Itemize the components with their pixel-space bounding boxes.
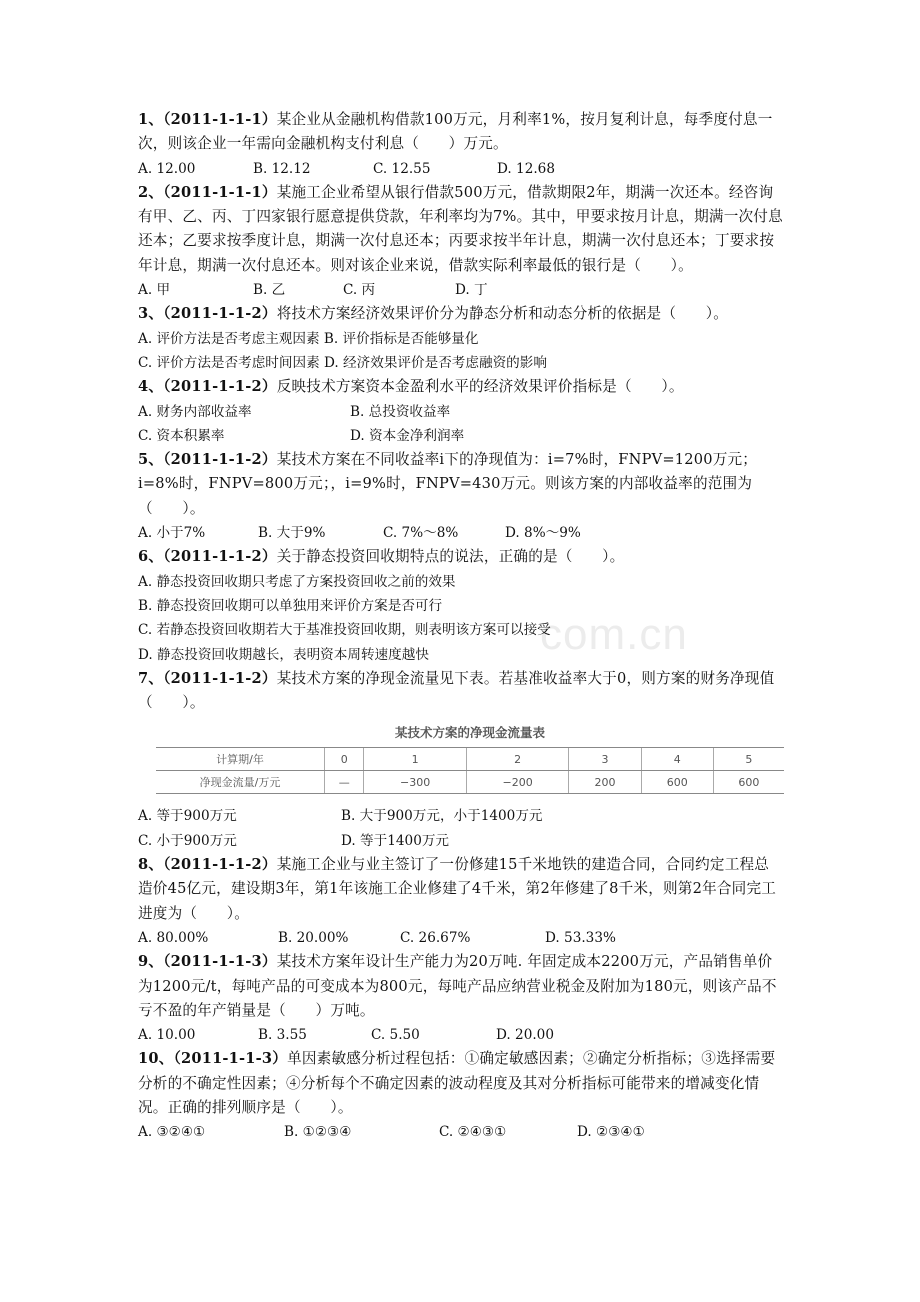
options-row xyxy=(138,157,783,181)
option-d[interactable]: D. 12.68 xyxy=(497,160,555,177)
option-c[interactable]: C. 7%～8% xyxy=(383,525,459,542)
question-4 xyxy=(138,375,783,399)
question-text: 单因素敏感分析过程包括：①确定敏感因素；②确定分析指标；③选择需要分析的不确定性因素；④分析每个不确定因素的波动程度及其对分析指标可能带来的增减变化情况。正确的排列顺序是（ ）。 xyxy=(138,1050,776,1116)
question-number: 10、 xyxy=(138,1050,174,1068)
options-row xyxy=(138,278,783,302)
table-cell: 600 xyxy=(641,771,713,794)
option-d[interactable]: D. ②③④① xyxy=(577,1124,645,1141)
question-code: （2011-1-1-1） xyxy=(163,183,277,201)
option-b[interactable]: B. 大于9% xyxy=(258,525,326,542)
question-text: 某施工企业希望从银行借款500万元，借款期限2年，期满一次还本。经咨询有甲、乙、丙、丁四家银行愿意提供贷款，年利率均为7%。其中，甲要求按月计息，期满一次付息还本；乙要求按季度计息，期满一次付息还本；丙要求按半年计息，期满一次付息还本；丁要求按年计息，期满一次付息还本。则对该企业来说，借款实际利率最低的银行是（ ）。 xyxy=(138,183,783,274)
question-2 xyxy=(138,181,783,278)
cash-flow-table xyxy=(156,747,784,794)
option-c[interactable]: C. 若静态投资回收期若大于基准投资回收期，则表明该方案可以接受 xyxy=(138,622,551,639)
question-code: （2011-1-1-2） xyxy=(163,378,277,396)
option-c[interactable]: C. ②④③① xyxy=(439,1124,507,1141)
table-cell: 5 xyxy=(713,748,784,771)
option-d[interactable]: D. 丁 xyxy=(455,282,488,299)
question-number: 4、 xyxy=(138,378,164,396)
options-row xyxy=(138,351,783,375)
question-5 xyxy=(138,448,783,521)
options-row xyxy=(138,804,783,828)
table-row xyxy=(156,771,784,794)
question-list xyxy=(138,108,783,1145)
options-row xyxy=(138,1120,783,1144)
option-d[interactable]: D. 资本金净利润率 xyxy=(350,427,465,444)
option-a[interactable]: A. 80.00% xyxy=(138,929,209,946)
question-code: （2011-1-1-2） xyxy=(163,669,277,687)
option-a[interactable]: A. 财务内部收益率 xyxy=(138,403,252,420)
option-d[interactable]: D. 8%～9% xyxy=(505,525,581,542)
option-b[interactable]: B. 大于900万元，小于1400万元 xyxy=(341,808,543,825)
option-a[interactable]: A. 12.00 xyxy=(138,160,196,177)
question-code: （2011-1-1-1） xyxy=(163,111,277,128)
option-a[interactable]: A. 甲 xyxy=(138,282,171,299)
options-row xyxy=(138,618,783,642)
options-row xyxy=(138,400,783,424)
question-code: （2011-1-1-2） xyxy=(163,548,277,566)
options-row xyxy=(138,643,783,667)
question-text: 某施工企业与业主签订了一份修建15千米地铁的建造合同，合同约定工程总造价45亿元，建设期3年，第1年该施工企业修建了4千米，第2年修建了8千米，则第2年合同完工进度为（ ）。 xyxy=(138,856,777,922)
option-b[interactable]: B. ①②③④ xyxy=(284,1124,352,1141)
option-c[interactable]: C. 丙 xyxy=(343,282,376,299)
options-row xyxy=(138,594,783,618)
options-row xyxy=(138,424,783,448)
question-code: （2011-1-1-2） xyxy=(163,305,277,323)
options-row xyxy=(138,327,783,351)
cash-flow-table-block xyxy=(156,723,784,794)
options-row xyxy=(138,829,783,853)
options-row xyxy=(138,570,783,594)
option-b[interactable]: B. 静态投资回收期可以单独用来评价方案是否可行 xyxy=(138,597,443,614)
question-number: 1、 xyxy=(138,111,164,128)
question-text: 关于静态投资回收期特点的说法，正确的是（ ）。 xyxy=(276,548,625,566)
option-a[interactable]: A. ③②④① xyxy=(138,1124,206,1141)
option-c[interactable]: C. 26.67% xyxy=(400,929,471,946)
question-6 xyxy=(138,545,783,569)
table-title: 某技术方案的净现金流量表 xyxy=(394,725,545,741)
table-cell: 1 xyxy=(364,748,467,771)
options-row xyxy=(138,1023,783,1047)
question-10 xyxy=(138,1047,783,1120)
question-7 xyxy=(138,667,783,716)
question-9 xyxy=(138,950,783,1023)
option-c[interactable]: C. 小于900万元 xyxy=(138,832,237,849)
table-row xyxy=(156,748,784,771)
question-number: 8、 xyxy=(138,856,164,874)
option-d[interactable]: D. 53.33% xyxy=(545,929,616,946)
question-number: 6、 xyxy=(138,548,164,566)
option-d[interactable]: D. 静态投资回收期越长，表明资本周转速度越快 xyxy=(138,646,429,663)
table-cell: 3 xyxy=(569,748,641,771)
question-text: 某技术方案在不同收益率i下的净现值为：i=7%时，FNPV=1200万元；i=8%时，FNPV=800万元；，i=9%时，FNPV=430万元。则该方案的内部收益率的范围为（ ）。 xyxy=(138,451,758,517)
option-c[interactable]: C. 资本积累率 xyxy=(138,427,225,444)
option-a-b[interactable]: A. 评价方法是否考虑主观因素 B. 评价指标是否能够量化 xyxy=(138,330,479,347)
question-number: 3、 xyxy=(138,305,164,323)
question-code: （2011-1-1-3） xyxy=(173,1050,288,1068)
table-cell: −200 xyxy=(466,771,569,794)
question-text: 将技术方案经济效果评价分为静态分析和动态分析的依据是（ ）。 xyxy=(276,305,729,323)
table-cell: 净现金流量/万元 xyxy=(156,771,325,794)
question-number: 2、 xyxy=(138,183,164,201)
option-b[interactable]: B. 总投资收益率 xyxy=(350,403,451,420)
question-1 xyxy=(138,108,783,157)
question-code: （2011-1-1-2） xyxy=(163,856,277,874)
watermark: com.cn xyxy=(540,610,688,659)
option-b[interactable]: B. 12.12 xyxy=(253,160,311,177)
option-b[interactable]: B. 乙 xyxy=(253,282,286,299)
option-b[interactable]: B. 3.55 xyxy=(258,1027,307,1044)
options-row xyxy=(138,521,783,545)
question-text: 某技术方案年设计生产能力为20万吨. 年固定成本2200万元，产品销售单价为1200元/t，每吨产品的可变成本为800元，每吨产品应纳营业税金及附加为180元，则该产品不亏不盈的年产销量是（ ）万吨。 xyxy=(138,953,777,1019)
question-text: 反映技术方案资本金盈利水平的经济效果评价指标是（ ）。 xyxy=(276,378,684,396)
table-cell: 2 xyxy=(466,748,569,771)
table-cell: 4 xyxy=(641,748,713,771)
option-a[interactable]: A. 等于900万元 xyxy=(138,808,237,825)
option-d[interactable]: D. 20.00 xyxy=(496,1027,554,1044)
option-a[interactable]: A. 10.00 xyxy=(138,1027,196,1044)
table-cell: — xyxy=(325,771,364,794)
question-number: 5、 xyxy=(138,451,164,469)
option-d[interactable]: D. 等于1400万元 xyxy=(341,832,450,849)
table-cell: 计算期/年 xyxy=(156,748,325,771)
options-row xyxy=(138,926,783,950)
question-number: 9、 xyxy=(138,953,164,971)
question-text: 某企业从金融机构借款100万元，月利率1%，按月复利计息，每季度付息一次，则该企业一年需向金融机构支付利息（ ）万元。 xyxy=(138,111,773,153)
option-c-d[interactable]: C. 评价方法是否考虑时间因素 D. 经济效果评价是否考虑融资的影响 xyxy=(138,354,547,371)
table-cell: 200 xyxy=(569,771,641,794)
question-code: （2011-1-1-3） xyxy=(163,953,277,971)
table-cell: 0 xyxy=(325,748,364,771)
option-c[interactable]: C. 5.50 xyxy=(371,1027,420,1044)
option-c[interactable]: C. 12.55 xyxy=(373,160,431,177)
option-a[interactable]: A. 小于7% xyxy=(138,525,206,542)
question-3 xyxy=(138,302,783,326)
question-text: 某技术方案的净现金流量见下表。若基准收益率大于0，则方案的财务净现值（ ）。 xyxy=(138,669,775,712)
question-8 xyxy=(138,853,783,926)
question-number: 7、 xyxy=(138,669,164,687)
table-cell: −300 xyxy=(364,771,467,794)
question-code: （2011-1-1-2） xyxy=(163,451,277,469)
option-b[interactable]: B. 20.00% xyxy=(278,929,349,946)
table-cell: 600 xyxy=(713,771,784,794)
option-a[interactable]: A. 静态投资回收期只考虑了方案投资回收之前的效果 xyxy=(138,573,456,590)
